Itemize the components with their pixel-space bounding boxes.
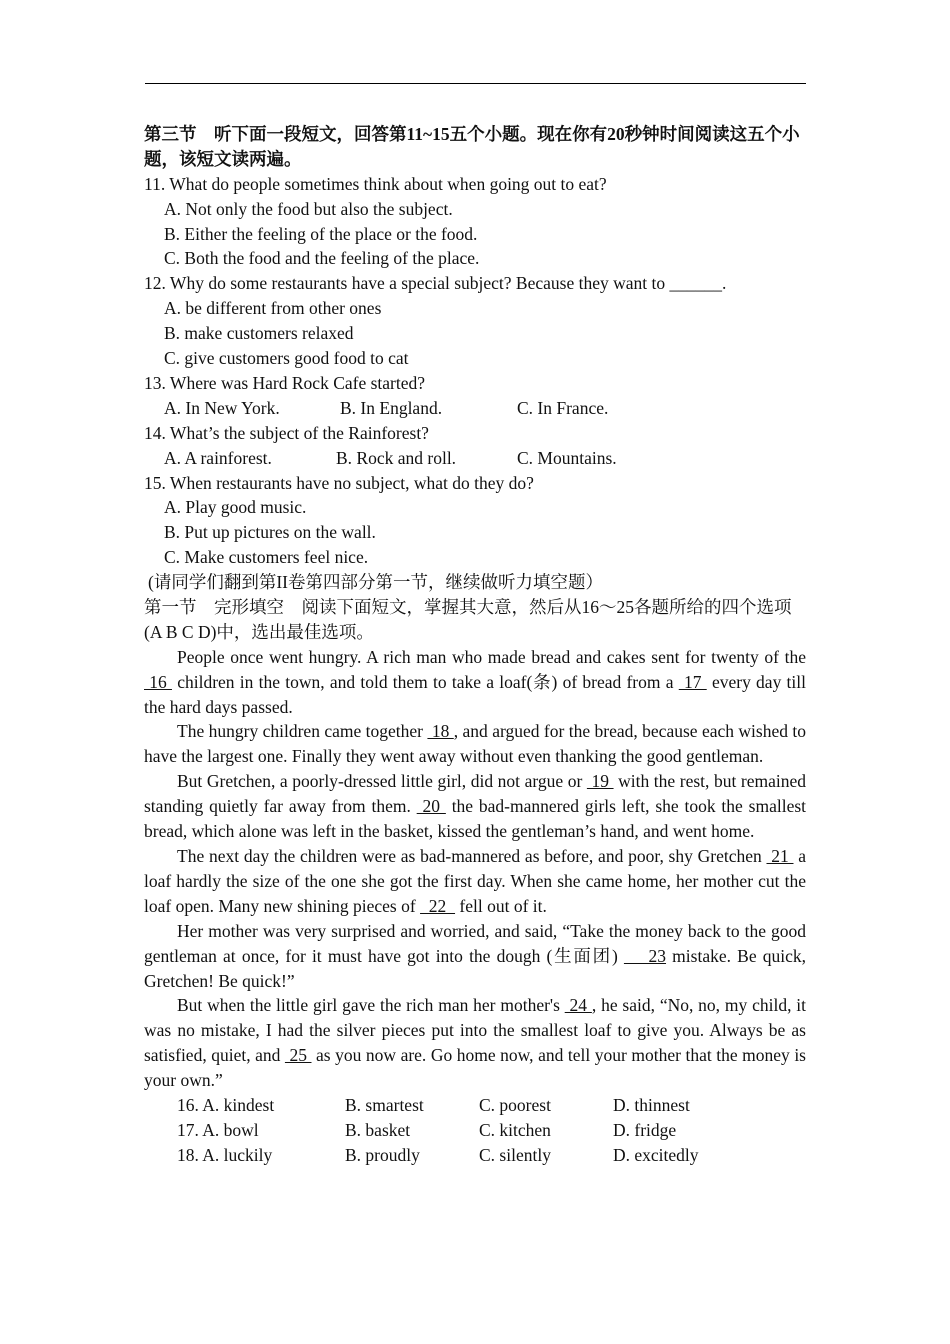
passage-paragraph-4: The next day the children were as bad-mannered as before, and poor, shy Gretchen 21 a loaf hardly the size of the one she got the first day. When she came home, her mother cut the loaf open. Many new shining pieces of 22 fell out of it. [144,846,806,916]
option: C. give customers good food to cat [164,348,409,369]
option: A. In New York. [164,397,280,418]
option: B. make customers relaxed [164,323,354,344]
question-13 [144,371,806,421]
option: B. Rock and roll. [336,447,457,468]
question-stem: 13. Where was Hard Rock Cafe started? [144,372,426,393]
section1-header: 第一节 完形填空 阅读下面短文，掌握其大意，然后从16～25各题所给的四个选项(A B C D)中，选出最佳选项。 [144,596,792,642]
passage-paragraph-6: But when the little girl gave the rich man her mother's 24 , he said, “No, no, my child, it was no mistake, I had the silver pieces put into the smallest loaf to give you. Always be as satisfied, quiet, and 25 as you now are. Go home now, and tell your mother that the money is your own.” [144,995,806,1091]
option: D. excitedly [613,1144,699,1165]
question-14 [144,421,806,471]
question-12 [144,271,806,371]
turn-page-note: (请同学们翻到第II卷第四部分第一节，继续做听力填空题） [148,572,603,593]
option: B. basket [345,1119,411,1140]
blank-22: 22 [420,895,456,916]
option: 17. A. bowl [177,1119,259,1140]
option: A. Play good music. [164,497,307,518]
question-stem: 12. Why do some restaurants have a special subject? Because they want to ______. [144,273,727,294]
options-row-17 [144,1118,806,1143]
option: C. silently [479,1144,551,1165]
blank-24: 24 [564,995,592,1016]
option: B. proudly [345,1144,420,1165]
blank-19: 19 [586,771,614,792]
option: A. A rainforest. [164,447,272,468]
section3-header: 第三节 听下面一段短文，回答第11~15五个小题。现在你有20秒钟时间阅读这五个小题，该短文读两遍。 [144,124,800,169]
header-rule [145,83,806,84]
options-row-18 [144,1143,806,1168]
question-11 [144,172,806,272]
blank-16: 16 [144,671,172,692]
question-stem: 11. What do people sometimes think about when going out to eat? [144,173,607,194]
option: C. Make customers feel nice. [164,547,369,568]
passage-paragraph-5: Her mother was very surprised and worried, and said, “Take the money back to the good gentleman at once, for it must have got into the dough (生面团) 23 mistake. Be quick, Gretchen! Be quick!” [144,920,806,991]
blank-25: 25 [284,1045,312,1066]
option: A. be different from other ones [164,298,382,319]
option: C. Mountains. [517,447,617,468]
blank-20: 20 [416,796,446,817]
option: B. In England. [340,397,443,418]
option: C. Both the food and the feeling of the place. [164,248,480,269]
blank-18: 18 [427,721,454,742]
option: C. kitchen [479,1119,551,1140]
question-stem: 15. When restaurants have no subject, what do they do? [144,472,534,493]
option: A. Not only the food but also the subject. [164,198,453,219]
option: 16. A. kindest [177,1095,275,1116]
option: C. In France. [517,397,609,418]
option: D. fridge [613,1119,677,1140]
question-15 [144,471,806,571]
option: 18. A. luckily [177,1144,273,1165]
passage-paragraph-1: People once went hungry. A rich man who made bread and cakes sent for twenty of the 16 children in the town, and told them to take a loaf(条) of bread from a 17 every day till the hard days passed. [144,646,806,717]
blank-21: 21 [766,846,794,867]
exam-page [144,122,806,1168]
blank-17: 17 [678,671,707,692]
option: C. poorest [479,1095,551,1116]
passage-paragraph-3: But Gretchen, a poorly-dressed little girl, did not argue or 19 with the rest, but remained standing quietly far away from them. 20 the bad-mannered girls left, she took the smallest bread, which alone was left in the basket, kissed the gentleman’s hand, and went home. [144,771,807,842]
question-stem: 14. What’s the subject of the Rainforest? [144,422,429,443]
option: B. smartest [345,1095,424,1116]
option-row [144,396,806,421]
blank-23: 23 [623,945,667,966]
option-row [144,446,806,471]
options-row-16 [144,1093,806,1118]
option: B. Put up pictures on the wall. [164,522,376,543]
passage-paragraph-2: The hungry children came together 18 , and argued for the bread, because each wished to have the largest one. Finally they went away without even thanking the good gentleman. [144,721,807,767]
option: D. thinnest [613,1095,690,1116]
option: B. Either the feeling of the place or the food. [164,223,478,244]
